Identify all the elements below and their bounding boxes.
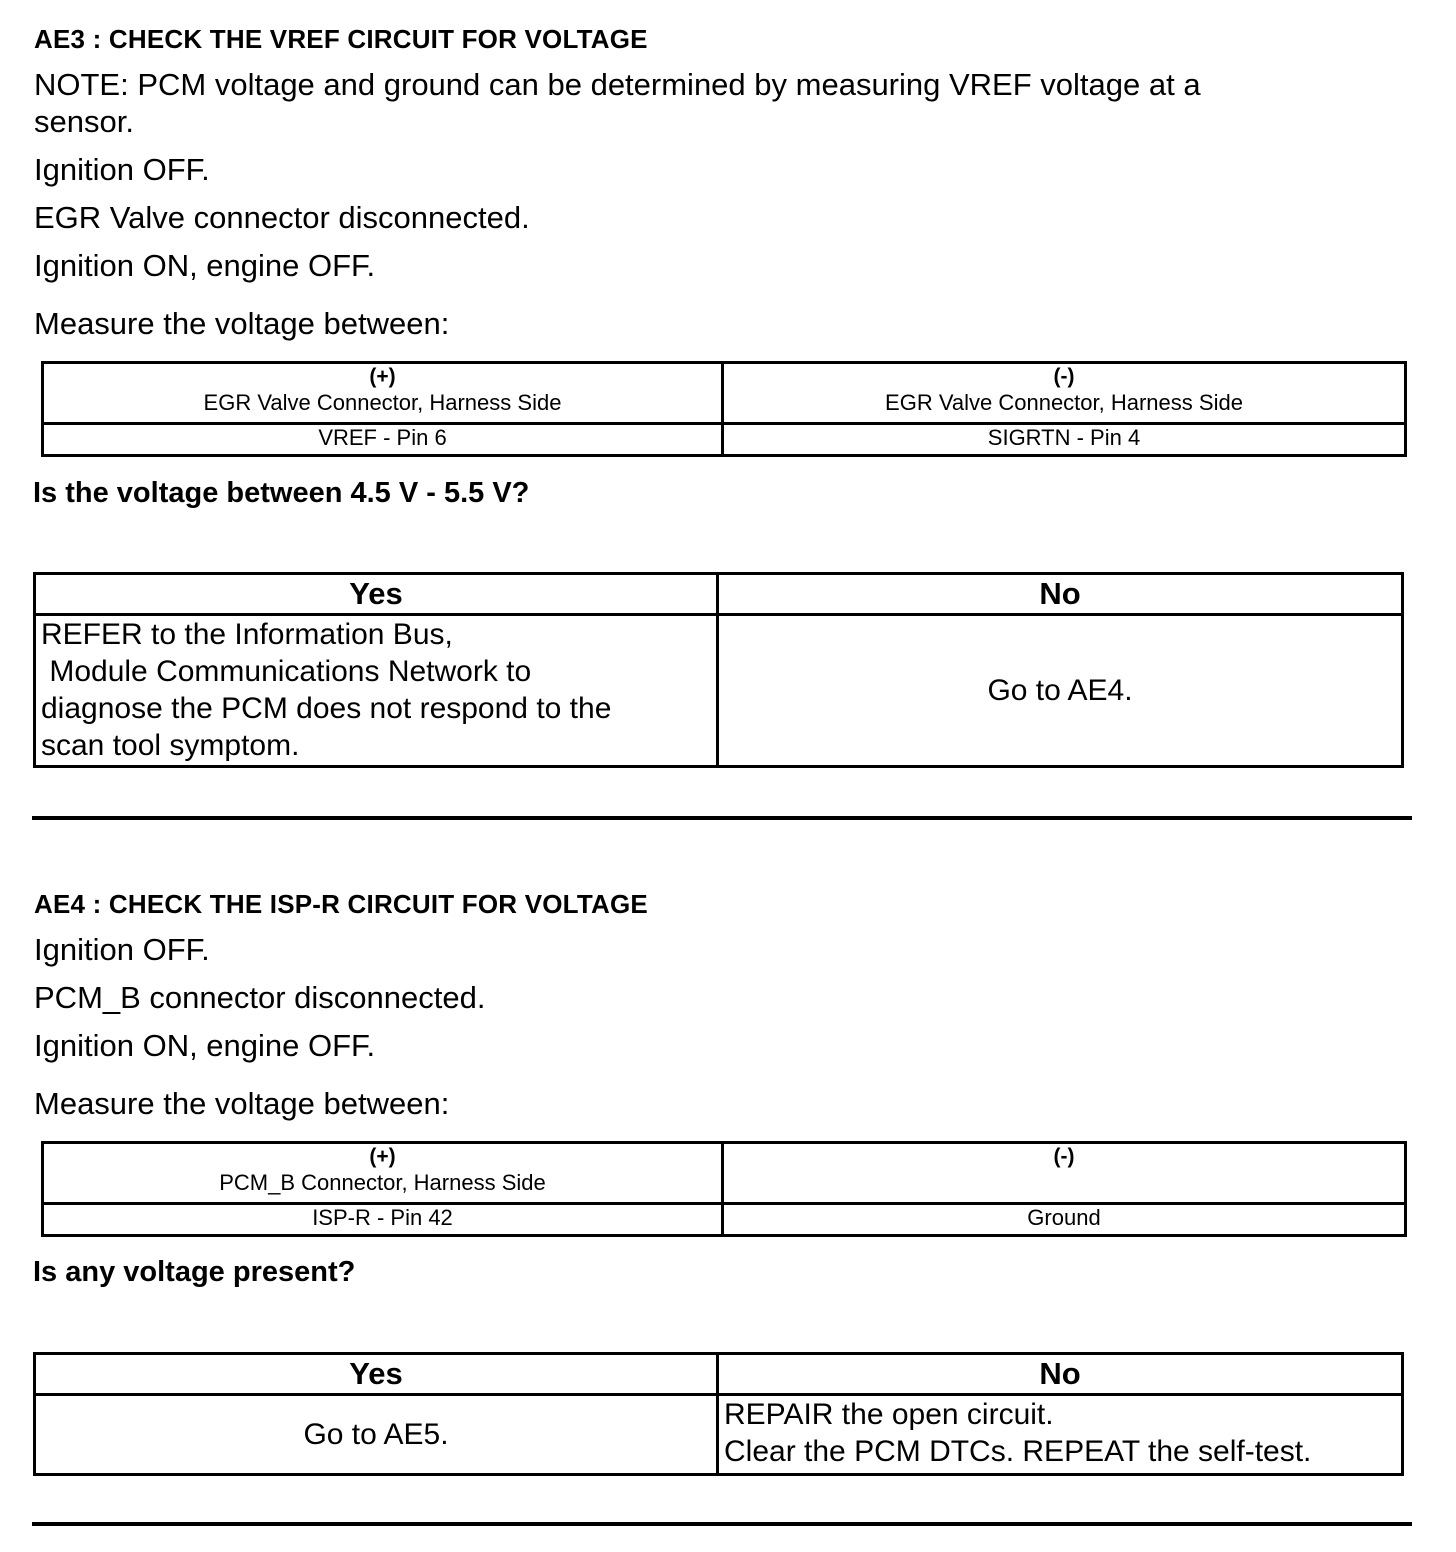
ae3-note-line-2: sensor. [34, 104, 134, 139]
ae4-step-1: Ignition OFF. [34, 932, 210, 967]
ae3-positive-symbol: (+) [369, 365, 396, 388]
ae4-positive-connector: PCM_B Connector, Harness Side [219, 1170, 546, 1195]
ae3-yes-line-1: REFER to the Information Bus, [41, 618, 453, 651]
section-divider-1 [32, 816, 1412, 820]
ae4-yes-action: Go to AE5. [35, 1395, 718, 1475]
ae3-yes-line-3: diagnose the PCM does not respond to the [41, 692, 612, 725]
ae4-negative-pin: Ground [723, 1204, 1406, 1236]
ae4-positive-header-cell [43, 1143, 723, 1204]
ae4-positive-symbol: (+) [369, 1145, 396, 1168]
ae4-no-line-1: REPAIR the open circuit. [724, 1398, 1054, 1431]
ae4-step-3: Ignition ON, engine OFF. [34, 1028, 376, 1063]
ae3-negative-connector: EGR Valve Connector, Harness Side [885, 390, 1243, 415]
ae4-no-action [718, 1395, 1403, 1475]
ae3-measurement-table [41, 361, 1407, 457]
ae3-measure-label: Measure the voltage between: [34, 306, 450, 341]
ae4-measure-label: Measure the voltage between: [34, 1086, 450, 1121]
ae3-negative-pin: SIGRTN - Pin 4 [723, 424, 1406, 456]
ae3-yes-header: Yes [35, 574, 718, 615]
ae4-yes-header: Yes [35, 1354, 718, 1395]
ae4-no-header: No [718, 1354, 1403, 1395]
ae4-no-line-2: Clear the PCM DTCs. REPEAT the self-test. [724, 1435, 1312, 1468]
ae4-negative-header-cell [723, 1143, 1406, 1204]
ae3-step-1: Ignition OFF. [34, 152, 210, 187]
ae3-yes-line-2: Module Communications Network to [41, 655, 532, 688]
ae3-yes-line-4: scan tool symptom. [41, 729, 300, 762]
ae3-no-action: Go to AE4. [718, 615, 1403, 767]
ae3-positive-connector: EGR Valve Connector, Harness Side [203, 390, 562, 415]
ae3-result-table [33, 572, 1404, 768]
ae4-heading: AE4 : CHECK THE ISP-R CIRCUIT FOR VOLTAGE [34, 889, 648, 919]
ae3-step-3: Ignition ON, engine OFF. [34, 248, 376, 283]
ae3-note-line-1: NOTE: PCM voltage and ground can be determined by measuring VREF voltage at a [34, 67, 1201, 102]
ae3-negative-symbol: (-) [1053, 365, 1075, 388]
ae3-yes-action [35, 615, 718, 767]
ae4-negative-symbol: (-) [1053, 1145, 1075, 1168]
ae3-positive-header-cell [43, 363, 723, 424]
ae4-question: Is any voltage present? [33, 1256, 356, 1288]
ae4-step-2: PCM_B connector disconnected. [34, 980, 486, 1015]
ae4-positive-pin: ISP-R - Pin 42 [43, 1204, 723, 1236]
ae4-measurement-table [41, 1141, 1407, 1237]
ae3-heading: AE3 : CHECK THE VREF CIRCUIT FOR VOLTAGE [34, 24, 648, 54]
ae3-step-2: EGR Valve connector disconnected. [34, 200, 530, 235]
ae3-negative-header-cell [723, 363, 1406, 424]
ae3-positive-pin: VREF - Pin 6 [43, 424, 723, 456]
ae3-question: Is the voltage between 4.5 V - 5.5 V? [33, 477, 530, 509]
ae4-result-table [33, 1352, 1404, 1476]
ae3-no-header: No [718, 574, 1403, 615]
section-divider-2 [32, 1522, 1412, 1526]
